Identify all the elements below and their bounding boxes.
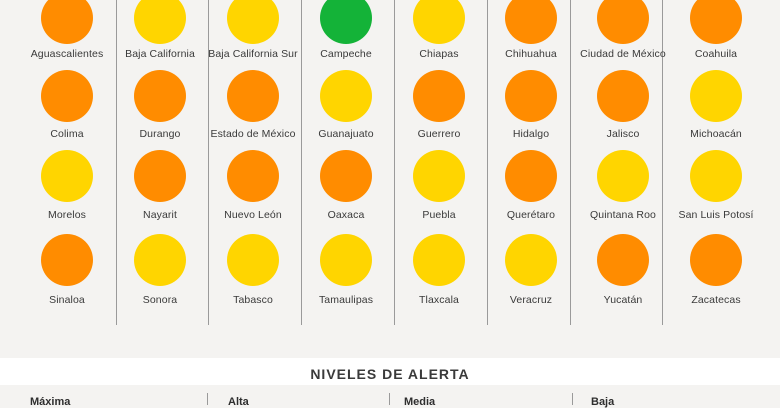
- alert-level-dot: [413, 150, 465, 202]
- state-label: Zacatecas: [691, 294, 741, 306]
- state-label: Chihuahua: [505, 48, 557, 60]
- state-label: Michoacán: [690, 128, 742, 140]
- legend-level-alta: Alta: [228, 396, 249, 408]
- alert-level-dot: [227, 150, 279, 202]
- alert-level-dot: [227, 234, 279, 286]
- legend-level-maxima: Máxima: [30, 396, 71, 408]
- state-label: Aguascalientes: [30, 48, 104, 60]
- state-label: Coahuila: [694, 48, 738, 60]
- state-label: Hidalgo: [512, 128, 550, 140]
- legend-divider: [207, 393, 208, 405]
- state-label: Guerrero: [417, 128, 461, 140]
- state-label: Morelos: [47, 209, 87, 221]
- alert-level-dot: [505, 150, 557, 202]
- alert-level-dot: [320, 234, 372, 286]
- alert-level-dot: [320, 150, 372, 202]
- state-label: San Luis Potosí: [678, 209, 754, 221]
- alert-level-dot: [41, 150, 93, 202]
- legend-divider: [572, 393, 573, 405]
- state-label: Sinaloa: [49, 294, 85, 306]
- state-label: Ciudad de México: [580, 48, 666, 60]
- state-label: Baja California: [125, 48, 195, 60]
- state-label: Quintana Roo: [590, 209, 656, 221]
- state-label: Tamaulipas: [318, 294, 374, 306]
- state-label: Durango: [139, 128, 181, 140]
- state-label: Oaxaca: [327, 209, 365, 221]
- state-label: Yucatán: [603, 294, 643, 306]
- legend-level-media: Media: [404, 396, 436, 408]
- alert-level-dot: [690, 234, 742, 286]
- legend-title: NIVELES DE ALERTA: [310, 366, 470, 382]
- legend-divider: [389, 393, 390, 405]
- alert-level-dot: [41, 234, 93, 286]
- state-label: Baja California Sur: [208, 48, 298, 60]
- separator-band: [0, 330, 780, 358]
- state-label: Estado de México: [210, 128, 296, 140]
- state-label: Colima: [50, 128, 84, 140]
- state-label: Chiapas: [419, 48, 459, 60]
- state-label: Tabasco: [233, 294, 273, 306]
- legend-level-baja: Baja: [591, 396, 615, 408]
- alert-level-dot: [597, 150, 649, 202]
- legend-levels-row: [0, 385, 780, 405]
- alert-level-dot: [597, 234, 649, 286]
- state-label: Puebla: [422, 209, 456, 221]
- alert-level-dot: [413, 234, 465, 286]
- state-label: Sonora: [142, 294, 178, 306]
- state-label: Guanajuato: [318, 128, 374, 140]
- alert-level-dot: [505, 234, 557, 286]
- state-label: Jalisco: [606, 128, 640, 140]
- state-label: Nuevo León: [224, 209, 282, 221]
- state-label: Campeche: [320, 48, 372, 60]
- alert-level-dot: [134, 150, 186, 202]
- state-label: Tlaxcala: [419, 294, 459, 306]
- state-label: Veracruz: [509, 294, 553, 306]
- state-label: Querétaro: [506, 209, 556, 221]
- state-label: Nayarit: [143, 209, 177, 221]
- alert-level-dot: [690, 150, 742, 202]
- alert-level-dot: [134, 234, 186, 286]
